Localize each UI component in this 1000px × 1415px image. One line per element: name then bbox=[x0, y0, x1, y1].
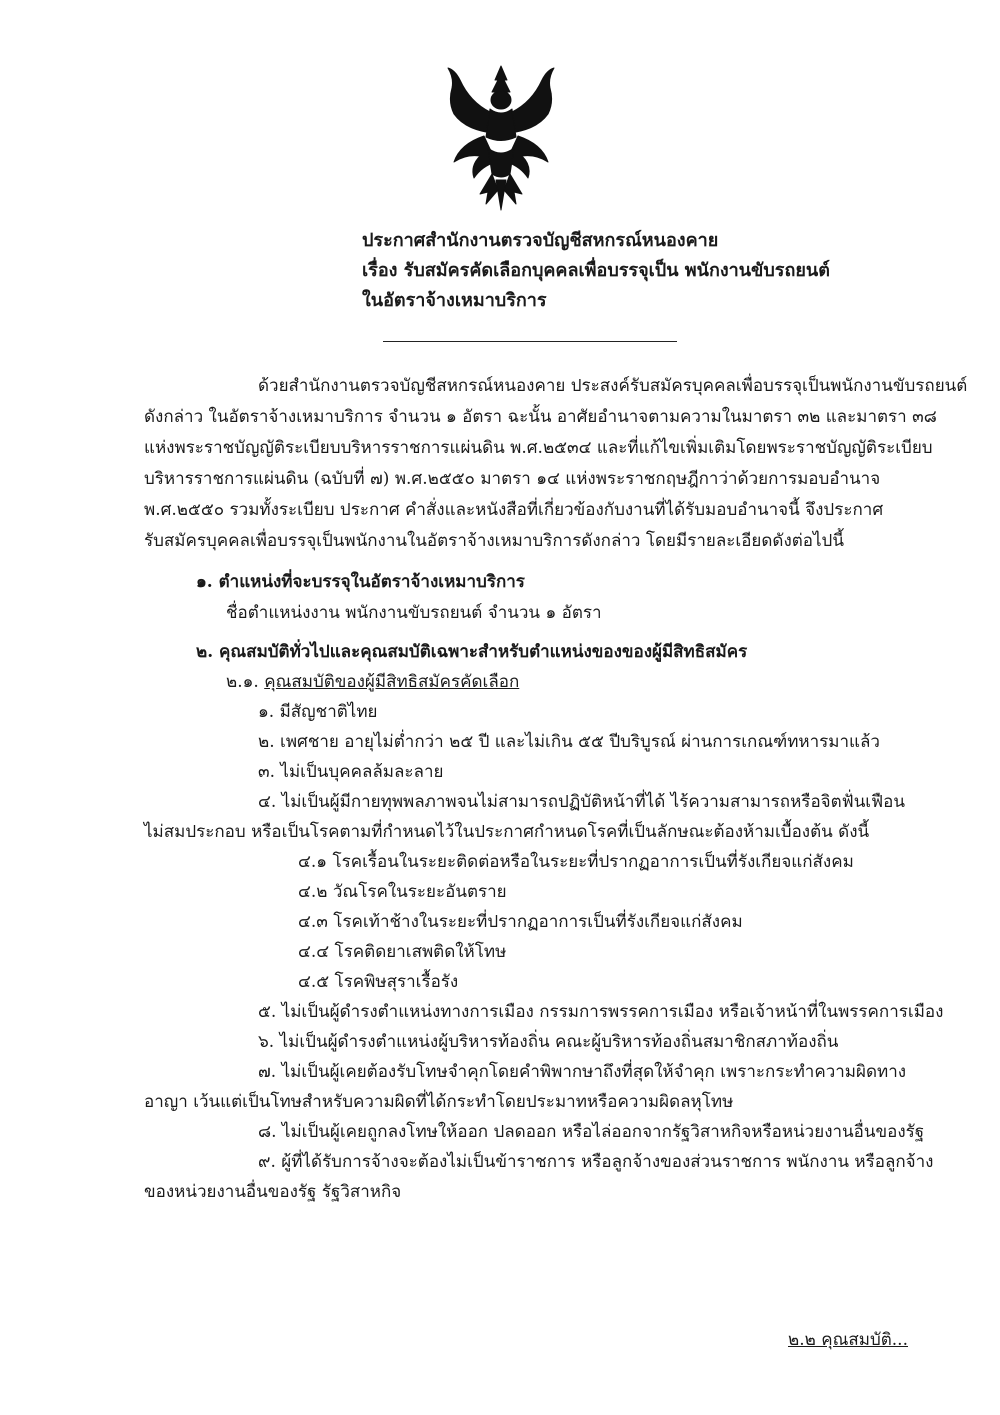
qualification-item: ของหน่วยงานอื่นของรัฐ รัฐวิสาหกิจ bbox=[144, 1182, 402, 1202]
qualification-item: ๖. ไม่เป็นผู้ดำรงตำแหน่งผู้บริหารท้องถิ่น คณะผู้บริหารท้องถิ่นสมาชิกสภาท้องถิ่น bbox=[258, 1032, 839, 1052]
qualification-item: ๔. ไม่เป็นผู้มีกายทุพพลภาพจนไม่สามารถปฏิบัติหน้าที่ได้ ไร้ความสามารถหรือจิตฟั่นเฟือน bbox=[258, 792, 905, 812]
intro-line-1: ด้วยสำนักงานตรวจบัญชีสหกรณ์หนองคาย ประสงค์รับสมัครบุคคลเพื่อบรรจุเป็นพนักงานขับรถยนต์ bbox=[258, 376, 968, 396]
title-line-3: ในอัตราจ้างเหมาบริการ bbox=[362, 290, 547, 311]
section-2-heading: ๒. คุณสมบัติทั่วไปและคุณสมบัติเฉพาะสำหรับตำแหน่งของของผู้มีสิทธิสมัคร bbox=[196, 642, 748, 662]
disease-item: ๔.๔ โรคติดยาเสพติดให้โทษ bbox=[298, 942, 507, 962]
qualification-item: ๑. มีสัญชาติไทย bbox=[258, 702, 378, 722]
section-2-1-title: คุณสมบัติของผู้มีสิทธิสมัครคัดเลือก bbox=[264, 672, 520, 692]
disease-item: ๔.๓ โรคเท้าช้างในระยะที่ปรากฏอาการเป็นที่รังเกียจแก่สังคม bbox=[298, 912, 743, 932]
disease-item: ๔.๑ โรคเรื้อนในระยะติดต่อหรือในระยะที่ปรากฏอาการเป็นที่รังเกียจแก่สังคม bbox=[298, 852, 854, 872]
section-2-1-heading bbox=[226, 667, 519, 697]
continuation-note: ๒.๒ คุณสมบัติ... bbox=[788, 1330, 908, 1350]
section-1-heading: ๑. ตำแหน่งที่จะบรรจุในอัตราจ้างเหมาบริการ bbox=[196, 572, 525, 592]
intro-line-3: แห่งพระราชบัญญัติระเบียบบริหารราชการแผ่นดิน พ.ศ.๒๕๓๔ และที่แก้ไขเพิ่มเติมโดยพระราชบัญญัติระเบียบ bbox=[144, 438, 933, 458]
announcement-title bbox=[362, 226, 830, 316]
section-2-1-number: ๒.๑. bbox=[226, 672, 259, 692]
intro-line-6: รับสมัครบุคคลเพื่อบรรจุเป็นพนักงานในอัตราจ้างเหมาบริการดังกล่าว โดยมีรายละเอียดดังต่อไปนี้ bbox=[144, 531, 844, 551]
qualification-item: ๘. ไม่เป็นผู้เคยถูกลงโทษให้ออก ปลดออก หรือไล่ออกจากรัฐวิสาหกิจหรือหน่วยงานอื่นของรัฐ bbox=[258, 1122, 925, 1142]
qualification-item: ๙. ผู้ที่ได้รับการจ้างจะต้องไม่เป็นข้าราชการ หรือลูกจ้างของส่วนราชการ พนักงาน หรือลูกจ้าง bbox=[258, 1152, 934, 1172]
qualification-item: ไม่สมประกอบ หรือเป็นโรคตามที่กำหนดไว้ในประกาศกำหนดโรคที่เป็นลักษณะต้องห้ามเบื้องต้น ดังนี้ bbox=[144, 822, 870, 842]
intro-line-4: บริหารราชการแผ่นดิน (ฉบับที่ ๗) พ.ศ.๒๕๕๐ มาตรา ๑๔ แห่งพระราชกฤษฎีกาว่าด้วยการมอบอำนาจ bbox=[144, 469, 881, 489]
title-line-2: เรื่อง รับสมัครคัดเลือกบุคคลเพื่อบรรจุเป็น พนักงานขับรถยนต์ bbox=[362, 260, 830, 281]
intro-line-5: พ.ศ.๒๕๕๐ รวมทั้งระเบียบ ประกาศ คำสั่งและหนังสือที่เกี่ยวข้องกับงานที่ได้รับมอบอำนาจนี้ จึงประกาศ bbox=[144, 500, 884, 520]
intro-line-2: ดังกล่าว ในอัตราจ้างเหมาบริการ จำนวน ๑ อัตรา ฉะนั้น อาศัยอำนาจตามความในมาตรา ๓๒ และมาตรา ๓๘ bbox=[144, 407, 937, 427]
title-divider bbox=[383, 341, 677, 342]
qualification-item: ๒. เพศชาย อายุไม่ต่ำกว่า ๒๕ ปี และไม่เกิน ๕๕ ปีบริบูรณ์ ผ่านการเกณฑ์ทหารมาแล้ว bbox=[258, 732, 880, 752]
title-line-1: ประกาศสำนักงานตรวจบัญชีสหกรณ์หนองคาย bbox=[362, 230, 719, 251]
qualification-item: ๗. ไม่เป็นผู้เคยต้องรับโทษจำคุกโดยคำพิพากษาถึงที่สุดให้จำคุก เพราะกระทำความผิดทาง bbox=[258, 1062, 907, 1082]
garuda-emblem-icon bbox=[440, 62, 562, 212]
qualification-item: อาญา เว้นแต่เป็นโทษสำหรับความผิดที่ได้กระทำโดยประมาทหรือความผิดลหุโทษ bbox=[144, 1092, 734, 1112]
disease-item: ๔.๕ โรคพิษสุราเรื้อรัง bbox=[298, 972, 459, 992]
qualification-item: ๓. ไม่เป็นบุคคลล้มละลาย bbox=[258, 762, 444, 782]
section-1-detail: ชื่อตำแหน่งงาน พนักงานขับรถยนต์ จำนวน ๑ อัตรา bbox=[226, 603, 602, 623]
qualification-item: ๕. ไม่เป็นผู้ดำรงตำแหน่งทางการเมือง กรรมการพรรคการเมือง หรือเจ้าหน้าที่ในพรรคการเมือง bbox=[258, 1002, 944, 1022]
disease-item: ๔.๒ วัณโรคในระยะอันตราย bbox=[298, 882, 507, 902]
